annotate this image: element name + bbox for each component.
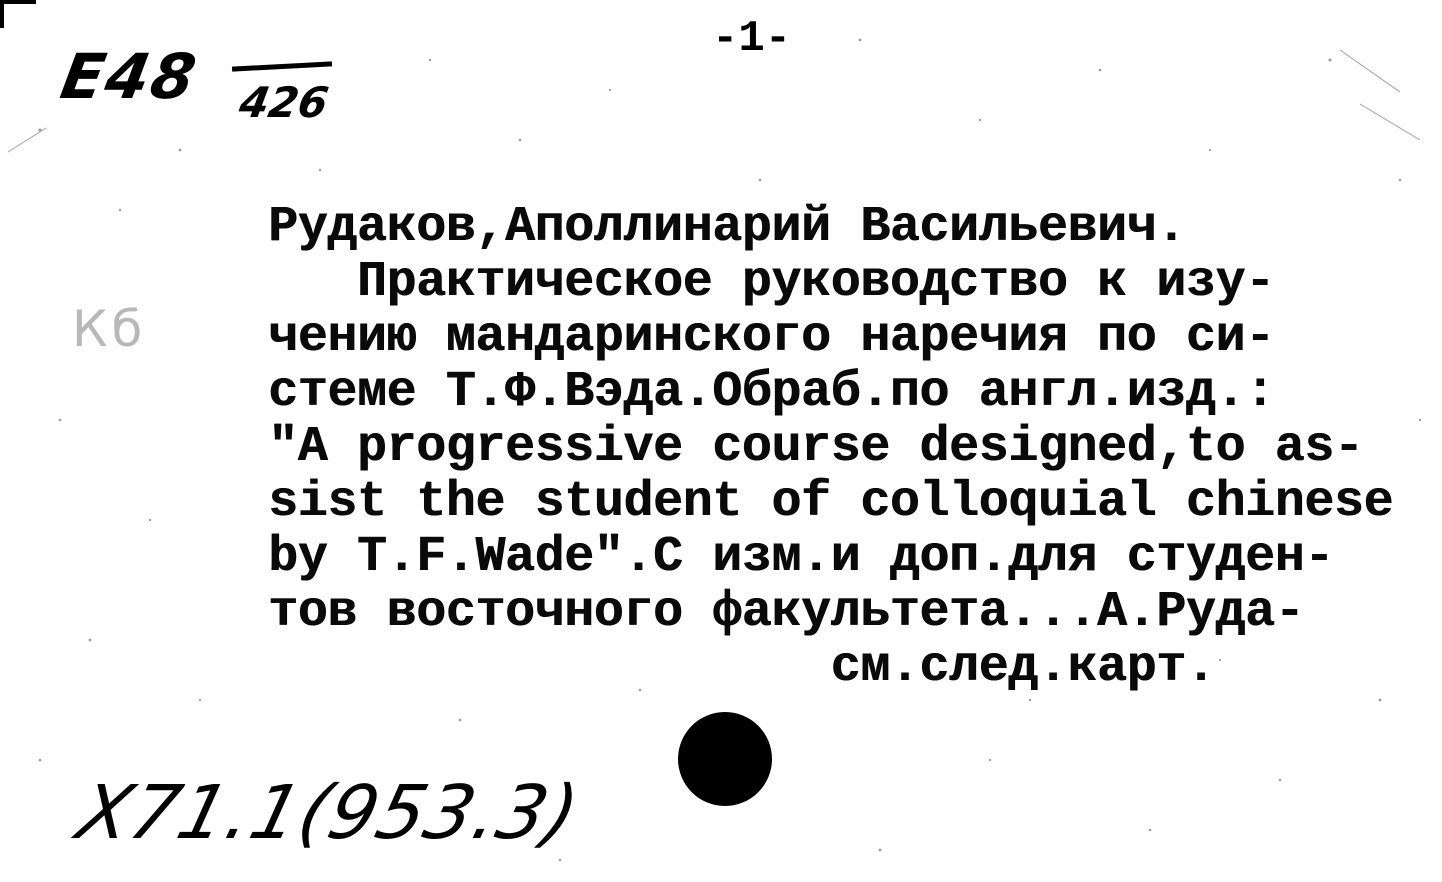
entry-line: чению мандаринского наречия по си- bbox=[268, 309, 1275, 366]
shelf-mark: Е48 bbox=[55, 40, 204, 113]
entry-line-author: Рудаков,Аполлинарий Васильевич. bbox=[268, 199, 1186, 256]
entry-line: стеме Т.Ф.Вэда.Обраб.по англ.изд.: bbox=[268, 364, 1275, 421]
entry-line-title: Практическое руководство к изу- bbox=[268, 254, 1275, 311]
call-number: Х71.1(953.3) bbox=[69, 770, 588, 856]
entry-line-english-title: "A progressive course designed,to as- bbox=[268, 419, 1364, 476]
card-punch-hole bbox=[678, 712, 772, 806]
shelf-mark-number: 426 bbox=[235, 78, 332, 127]
card-edge-mark bbox=[0, 0, 36, 4]
bibliographic-entry bbox=[268, 200, 1393, 695]
entry-line: тов восточного факультета...А.Руда- bbox=[268, 584, 1305, 641]
entry-line-english-title: sist the student of colloquial chinese bbox=[268, 474, 1393, 531]
entry-line-continuation-note: см.след.карт. bbox=[268, 639, 1216, 696]
faint-stamp-mark: Кб bbox=[72, 300, 147, 358]
card-page-number: -1- bbox=[712, 14, 792, 64]
entry-line: by T.F.Wade".С изм.и доп.для студен- bbox=[268, 529, 1334, 586]
card-edge-mark bbox=[0, 0, 4, 28]
